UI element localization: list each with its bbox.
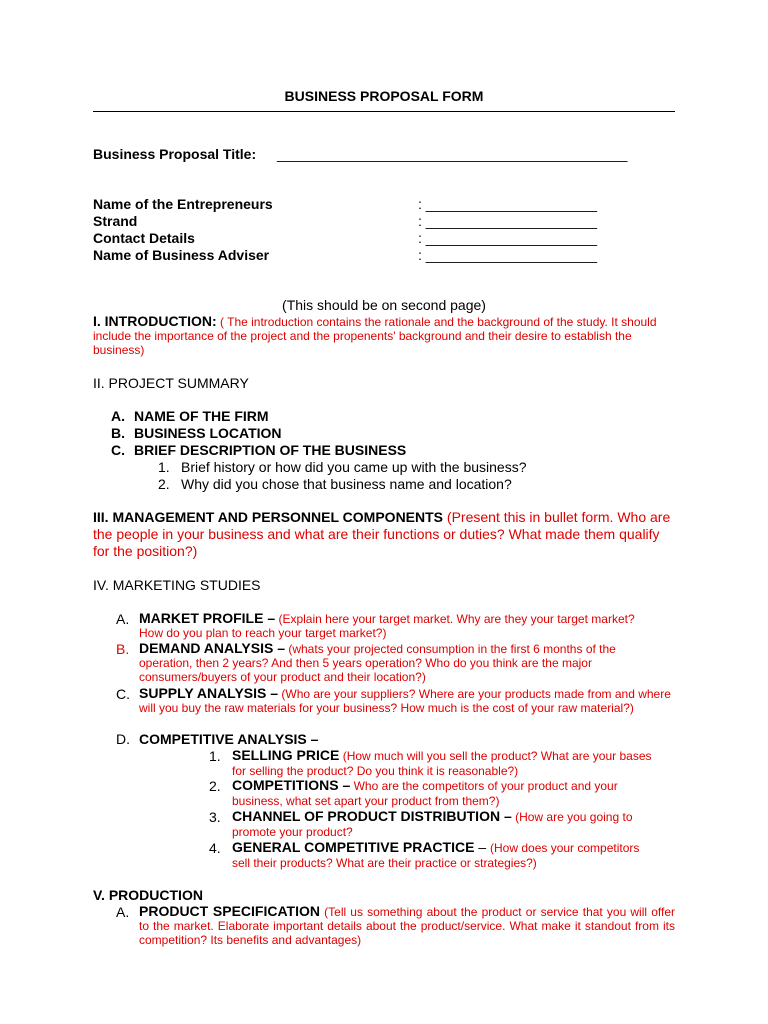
competitions-item — [232, 778, 662, 809]
summary-sub-marker-2: 2. — [158, 476, 170, 492]
summary-item-location: BUSINESS LOCATION — [134, 425, 282, 441]
competitive-marker-4: 4. — [209, 840, 221, 856]
demand-analysis-title: DEMAND ANALYSIS – — [139, 640, 285, 656]
management-section — [93, 509, 673, 560]
supply-analysis-item — [139, 686, 677, 715]
summary-sub-history: Brief history or how did you came up with the business? — [181, 459, 527, 475]
production-marker-a: A. — [116, 904, 130, 920]
competitive-marker-3: 3. — [209, 809, 221, 825]
management-note: (Present this in bullet form. Who are the people in your business and what are their functions or duties? What made them qualify for the position?) — [93, 509, 671, 559]
summary-item-firm-name: NAME OF THE FIRM — [134, 408, 269, 424]
supply-analysis-title: SUPPLY ANALYSIS – — [139, 685, 279, 701]
selling-price-title: SELLING PRICE — [232, 747, 340, 763]
product-specification-item — [139, 904, 675, 947]
product-specification-title: PRODUCT SPECIFICATION — [139, 903, 320, 919]
management-heading: III. MANAGEMENT AND PERSONNEL COMPONENTS — [93, 509, 444, 525]
field-blank-entrepreneurs: : ______________________ — [418, 196, 598, 212]
project-summary-heading: II. PROJECT SUMMARY — [93, 375, 249, 391]
proposal-title-blank: _____________________________________________ — [277, 146, 628, 162]
competitions-title: COMPETITIONS – — [232, 777, 351, 793]
competitive-practice-dash: – — [474, 839, 491, 855]
market-profile-title: MARKET PROFILE – — [139, 610, 276, 626]
demand-analysis-note: (whats your projected consumption in the first 6 months of the operation, then 2 years? And then 5 years operation? Who do you think are the major consumers/buyers of your product and their location?) — [139, 642, 616, 684]
summary-item-description: BRIEF DESCRIPTION OF THE BUSINESS — [134, 442, 407, 458]
marketing-marker-d: D. — [116, 731, 130, 747]
market-profile-item — [139, 611, 644, 640]
title-rule — [93, 111, 675, 112]
competitive-practice-item — [232, 840, 652, 871]
field-blank-adviser: : ______________________ — [418, 247, 598, 263]
second-page-note: (This should be on second page) — [282, 297, 486, 313]
field-label-contact: Contact Details — [93, 230, 195, 246]
form-title: BUSINESS PROPOSAL FORM — [284, 88, 484, 104]
field-label-strand: Strand — [93, 213, 138, 229]
marketing-marker-b: B. — [116, 641, 130, 657]
marketing-marker-c: C. — [116, 686, 130, 702]
introduction-section — [93, 314, 675, 357]
competitive-practice-title: GENERAL COMPETITIVE PRACTICE — [232, 839, 475, 855]
summary-marker-b: B. — [111, 425, 125, 441]
channel-distribution-note: (How are you going to promote your product? — [232, 810, 633, 839]
selling-price-item — [232, 748, 662, 779]
competitive-analysis-title: COMPETITIVE ANALYSIS – — [139, 731, 319, 747]
field-label-adviser: Name of Business Adviser — [93, 247, 270, 263]
summary-marker-a: A. — [111, 408, 125, 424]
channel-distribution-item — [232, 809, 677, 840]
supply-analysis-note: (Who are your suppliers? Where are your products made from and where will you buy the raw materials for your business? How much is the cost of your raw material?) — [139, 687, 671, 715]
product-specification-note: (Tell us something about the product or service that you will offer to the market. Elaborate important details about the product/service. What make it standout from its competition? Its benefits and advantages) — [139, 905, 675, 947]
market-profile-note: (Explain here your target market. Why are they your target market? How do you plan to reach your target market?) — [139, 612, 635, 640]
channel-distribution-title: CHANNEL OF PRODUCT DISTRIBUTION – — [232, 808, 512, 824]
field-label-entrepreneurs: Name of the Entrepreneurs — [93, 196, 273, 212]
field-blank-contact: : ______________________ — [418, 230, 598, 246]
competitions-note: Who are the competitors of your product and your business, what set apart your product from them?) — [232, 779, 618, 808]
competitive-marker-2: 2. — [209, 778, 221, 794]
marketing-heading: IV. MARKETING STUDIES — [93, 577, 261, 593]
demand-analysis-item — [139, 641, 664, 684]
summary-marker-c: C. — [111, 442, 125, 458]
production-heading: V. PRODUCTION — [93, 887, 203, 903]
proposal-title-label: Business Proposal Title: — [93, 146, 257, 162]
introduction-note: ( The introduction contains the rationale and the background of the study. It should include the importance of the project and the propenents' background and their desire to establish the business) — [93, 315, 657, 357]
competitive-marker-1: 1. — [209, 748, 221, 764]
selling-price-note: (How much will you sell the product? What are your bases for selling the product? Do you think it is reasonable?) — [232, 749, 652, 778]
summary-sub-name-location: Why did you chose that business name and location? — [181, 476, 512, 492]
competitive-practice-note: (How does your competitors sell their products? What are their practice or strategies?) — [232, 841, 640, 870]
marketing-marker-a: A. — [116, 611, 130, 627]
summary-sub-marker-1: 1. — [158, 459, 170, 475]
field-blank-strand: : ______________________ — [418, 213, 598, 229]
introduction-heading: I. INTRODUCTION: — [93, 313, 217, 329]
